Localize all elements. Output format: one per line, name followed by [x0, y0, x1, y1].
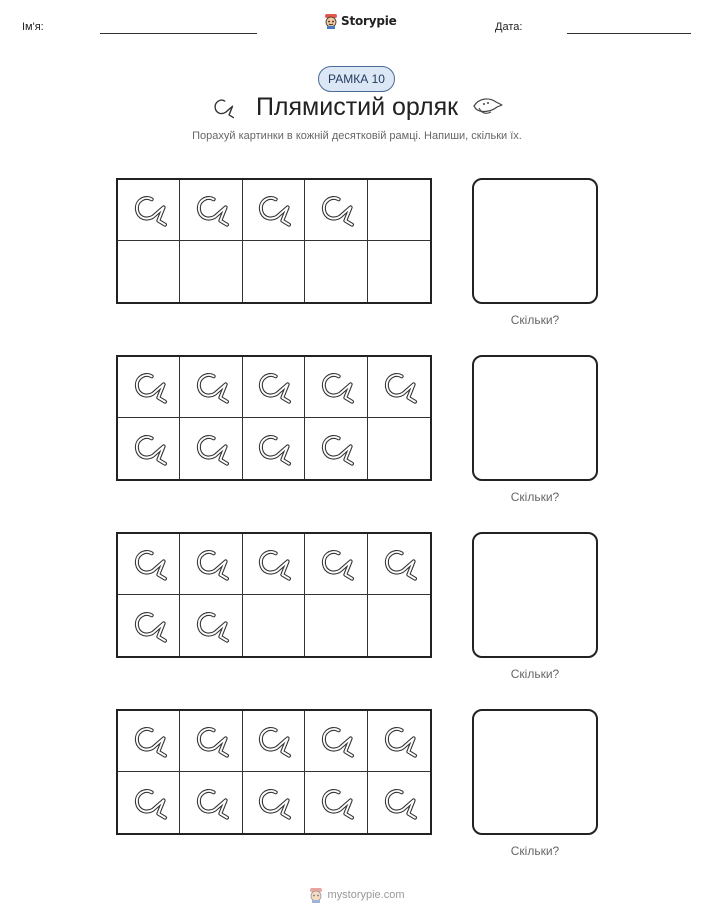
ten-frame-cell: [243, 595, 305, 656]
ten-frame-cell: [243, 418, 305, 479]
page-title: Плямистий орляк: [255, 93, 459, 121]
stingray-icon: [316, 544, 356, 584]
footer-url: mystorypie.com: [327, 889, 405, 901]
ten-frame-cell: [305, 772, 367, 833]
stingray-icon: [316, 367, 356, 407]
ten-frame-cell: [180, 180, 242, 241]
stingray-icon: [129, 606, 169, 646]
ten-frame-cell: [305, 418, 367, 479]
stingray-icon: [129, 721, 169, 761]
answer-box-4[interactable]: [472, 709, 598, 835]
answer-box-1[interactable]: [472, 178, 598, 304]
stingray-icon: [191, 544, 231, 584]
stingray-icon: [379, 367, 419, 407]
frame-badge: РАМКА 10: [318, 66, 395, 92]
ten-frame-cell: [118, 418, 180, 479]
ten-frame-cell: [180, 595, 242, 656]
ten-frame-cell: [243, 711, 305, 772]
ten-frame-cell: [305, 595, 367, 656]
stingray-icon: [253, 190, 293, 230]
stingray-icon: [253, 429, 293, 469]
ten-frame-cell: [368, 180, 430, 241]
answer-label-3: Скільки?: [510, 667, 560, 681]
stingray-swimming-icon: [471, 94, 505, 118]
ten-frame-cell: [118, 534, 180, 595]
stingray-icon: [129, 544, 169, 584]
answer-label-1: Скільки?: [510, 313, 560, 327]
ten-frame-cell: [305, 357, 367, 418]
ten-frame-cell: [118, 711, 180, 772]
footer: [0, 887, 714, 903]
ten-frame-1: [116, 178, 432, 304]
ten-frame-cell: [243, 241, 305, 302]
date-label: Дата:: [495, 21, 523, 33]
ten-frame-cell: [180, 772, 242, 833]
ten-frame-cell: [118, 595, 180, 656]
stingray-icon: [253, 367, 293, 407]
ten-frame-cell: [368, 711, 430, 772]
stingray-icon: [316, 429, 356, 469]
stingray-icon: [316, 783, 356, 823]
stingray-icon: [253, 721, 293, 761]
brand-logo: [324, 13, 397, 29]
stingray-icon: [129, 367, 169, 407]
ten-frame-cell: [305, 711, 367, 772]
answer-label-2: Скільки?: [510, 490, 560, 504]
ten-frame-2: [116, 355, 432, 481]
ten-frame-4: [116, 709, 432, 835]
answer-box-3[interactable]: [472, 532, 598, 658]
ten-frame-cell: [180, 534, 242, 595]
ten-frame-cell: [368, 772, 430, 833]
ten-frame-cell: [180, 711, 242, 772]
answer-box-2[interactable]: [472, 355, 598, 481]
stingray-icon: [191, 429, 231, 469]
ten-frame-cell: [180, 418, 242, 479]
stingray-icon: [253, 783, 293, 823]
ten-frame-cell: [368, 241, 430, 302]
stingray-icon: [191, 783, 231, 823]
ten-frame-cell: [243, 180, 305, 241]
ten-frame-cell: [305, 241, 367, 302]
ten-frame-cell: [305, 534, 367, 595]
stingray-icon: [379, 721, 419, 761]
stingray-icon: [253, 544, 293, 584]
stingray-icon: [191, 190, 231, 230]
ten-frame-cell: [118, 357, 180, 418]
ten-frame-3: [116, 532, 432, 658]
ten-frame-cell: [368, 534, 430, 595]
brand-name: Storypie: [341, 14, 397, 28]
ten-frame-cell: [118, 772, 180, 833]
ten-frame-cell: [243, 772, 305, 833]
date-line[interactable]: [567, 33, 691, 34]
stingray-icon: [129, 783, 169, 823]
ten-frame-cell: [368, 357, 430, 418]
stingray-icon: [379, 544, 419, 584]
answer-label-4: Скільки?: [510, 844, 560, 858]
name-label: Ім'я:: [22, 21, 44, 33]
ten-frame-cell: [305, 180, 367, 241]
stingray-icon: [191, 721, 231, 761]
ten-frame-cell: [243, 534, 305, 595]
ten-frame-cell: [368, 418, 430, 479]
stingray-icon: [316, 190, 356, 230]
stingray-icon: [129, 429, 169, 469]
ten-frame-cell: [180, 357, 242, 418]
stingray-icon: [316, 721, 356, 761]
ten-frame-cell: [368, 595, 430, 656]
ten-frame-cell: [118, 180, 180, 241]
stingray-icon: [129, 190, 169, 230]
ten-frame-cell: [118, 241, 180, 302]
stingray-icon: [379, 783, 419, 823]
ten-frame-cell: [243, 357, 305, 418]
stingray-icon: [191, 606, 231, 646]
instructions: Порахуй картинки в кожній десятковій рамці. Напиши, скільки їх.: [192, 130, 522, 142]
ten-frame-cell: [180, 241, 242, 302]
storypie-logo-icon: [309, 887, 323, 903]
name-line[interactable]: [100, 33, 257, 34]
storypie-logo-icon: [324, 13, 338, 29]
stingray-icon: [191, 367, 231, 407]
